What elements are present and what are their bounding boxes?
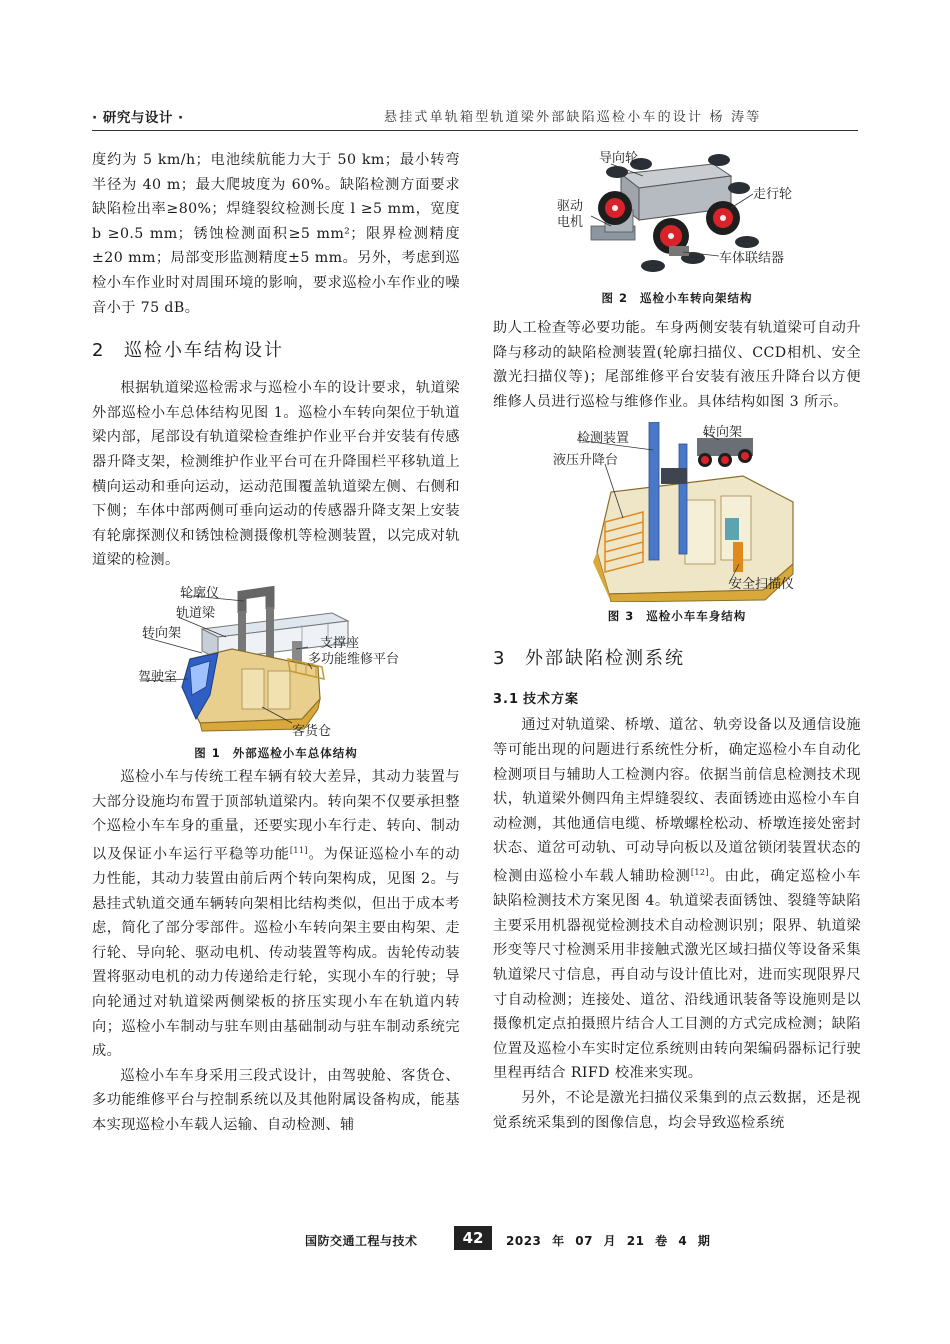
subsection-number: 3.1 <box>493 692 520 708</box>
fig2-label-running-wheel: 走行轮 <box>753 187 793 202</box>
header-rule <box>92 130 858 131</box>
section-label: · 研究与设计 · <box>92 110 184 126</box>
paragraph-text: 巡检小车与传统工程车辆有较大差异，其动力装置与大部分设施均布置于顶部轨道梁内。转向架不仅要承担整个巡检小车车身的重量，还要实现小车行走、转向、制动以及保证小车运行平稳等功能 <box>92 768 460 863</box>
fig2-label-guide-wheel: 导向轮 <box>599 151 639 166</box>
paragraph: 度约为 5 km/h；电池续航能力大于 50 km；最小转弯半径为 40 m；最大爬坡度为 60%。缺陷检测方面要求缺陷检出率≥80%；焊缝裂纹检测长度 l ≥5 mm，宽度 b ≥0.5 mm；锈蚀检测面积≥5 mm²；限界检测精度±20 mm；局部变形监测精度±5 mm。另外，考虑到巡检小车作业时对周围环境的影响，要求巡检小车作业的噪音小于 75 dB。 <box>92 152 460 316</box>
citation: [11] <box>289 845 308 855</box>
fig3-label-safety-scanner: 安全扫描仪 <box>729 577 795 593</box>
caption-number: 图 1 <box>194 745 221 760</box>
paragraph-text: 。由此，确定巡检小车缺陷检测技术方案见图 4。轨道梁表面锈蚀、裂缝等缺陷主要采用机器视觉检测技术自动检测识别；限界、轨道梁形变等尺寸检测采用非接触式激光区域扫描仪等设备采集轨道梁尺寸信息，再自动与设计值比对，进而实现限界尺寸自动检测；连接处、道岔、沿线通讯装备等设施则是以摄像机定点拍摄照片结合人工目测的方式完成检测；缺陷位置及巡检小车实时定位系统则由转向架编码器标记行驶里程再结合 RIFD 校准来实现。 <box>493 868 861 1082</box>
fig3-label-bogie: 转向架 <box>703 425 743 441</box>
page-header <box>92 106 858 128</box>
caption-text: 巡检小车转向架结构 <box>640 291 753 305</box>
car-body-structure-illustration <box>593 422 793 602</box>
fig2-label-coupler: 车体联结器 <box>719 251 785 266</box>
section-title: 巡检小车结构设计 <box>124 340 284 362</box>
figure-2-image <box>493 146 861 290</box>
journal-name: 国防交通工程与技术 <box>305 1234 418 1248</box>
paragraph: 根据轨道梁巡检需求与巡检小车的设计要求，轨道梁外部巡检小车总体结构见图 1。巡检小车转向架位于轨道梁内部，尾部设有轨道梁检查维护作业平台并安装有传感器升降支架，检测维护作业平台可在升降围栏平移轨道上横向运动和垂向运动，运动范围覆盖轨道梁左侧、右侧和下侧；车体中部两侧可垂向运动的传感器升降支架上安装有轮廓探测仪和锈蚀检测摄像机等检测装置，以完成对轨道梁的检测。 <box>92 380 460 569</box>
figure-1-caption <box>92 745 460 761</box>
figure-3 <box>493 422 861 624</box>
fig3-label-detector: 检测装置 <box>577 431 630 447</box>
fig1-label-support: 支撑座 <box>320 635 360 651</box>
section-heading-3 <box>493 644 861 670</box>
page-footer <box>0 1226 950 1254</box>
figure-2-caption <box>493 290 861 306</box>
caption-text: 巡检小车车身结构 <box>646 609 747 624</box>
left-column <box>92 148 460 1138</box>
section-number: 3 <box>493 648 507 670</box>
figure-1 <box>92 583 460 761</box>
page-number: 42 <box>454 1226 492 1250</box>
fig2-label-drive: 驱动 <box>557 199 584 214</box>
fig1-label-bogie: 转向架 <box>142 625 182 641</box>
running-title: 悬挂式单轨箱型轨道梁外部缺陷巡检小车的设计 杨 涛等 <box>384 110 762 125</box>
fig3-label-hydraulic-lift: 液压升降台 <box>553 453 619 469</box>
caption-number: 图 2 <box>601 291 628 305</box>
fig1-label-cargo: 客货仓 <box>292 723 332 739</box>
fig2-label-motor: 电机 <box>557 215 584 230</box>
caption-number: 图 3 <box>607 609 635 624</box>
paragraph: 巡检小车车身采用三段式设计，由驾驶舱、客货仓、多功能维修平台与控制系统以及其他附属设备构成，能基本实现巡检小车载人运输、自动检测、辅 <box>92 1067 460 1133</box>
fig1-label-profiler: 轮廓仪 <box>180 585 220 601</box>
subsection-title: 技术方案 <box>523 692 580 708</box>
figure-2 <box>493 146 861 306</box>
figure-3-caption <box>493 608 861 624</box>
subsection-heading-3-1 <box>493 688 861 707</box>
citation: [12] <box>690 867 709 877</box>
issue-info: 2023 年 07 月 21 卷 4 期 <box>506 1234 711 1248</box>
paragraph-text: 通过对轨道梁、桥墩、道岔、轨旁设备以及通信设施等可能出现的问题进行系统性分析，确定巡检小车自动化检测项目与辅助人工检测内容。依据当前信息检测技术现状，轨道梁外侧四角主焊缝裂纹、表面锈迹由巡检小车自动检测，其他通信电缆、桥墩螺栓松动、桥墩连接处密封状态、道岔可动轨、可动导向板以及道岔锁闭装置状态的检测由巡检小车载人辅助检测 <box>493 717 861 885</box>
section-heading-2 <box>92 336 460 362</box>
fig1-label-platform: 多功能维修平台 <box>308 651 400 667</box>
figure-1-image <box>92 583 460 743</box>
paragraph-text: 。为保证巡检小车的动力性能，其动力装置由前后两个转向架构成，见图 2。与悬挂式轨道交通车辆转向架相比结构类似，但出于成本考虑，简化了部分零部件。巡检小车转向架主要由构架、走行轮、导向轮、驱动电机、传动装置等构成。齿轮传动装置将驱动电机的动力传递给走行轮，实现小车的行驶；导向轮通过对轨道梁两侧梁板的挤压实现小车在轨道内转向；巡检小车制动与驻车则由基础制动与驻车制动系统完成。 <box>92 846 460 1060</box>
right-column <box>493 316 861 1135</box>
paragraph <box>493 713 861 1086</box>
section-number: 2 <box>92 340 106 362</box>
figure-3-image <box>493 422 861 602</box>
fig1-label-cab: 驾驶室 <box>138 669 178 685</box>
paragraph <box>92 765 460 1064</box>
car-body-illustration <box>182 649 324 731</box>
paragraph: 助人工检查等必要功能。车身两侧安装有轨道梁可自动升降与移动的缺陷检测装置(轮廓扫描仪、CCD相机、安全激光扫描仪等)；尾部维修平台安装有液压升降台以方便维修人员进行巡检与维修作业。具体结构如图 3 所示。 <box>493 320 861 410</box>
section-title: 外部缺陷检测系统 <box>525 648 685 670</box>
fig1-label-track-beam: 轨道梁 <box>176 605 216 621</box>
paragraph: 另外，不论是激光扫描仪采集到的点云数据，还是视觉系统采集到的图像信息，均会导致巡检系统 <box>493 1090 861 1131</box>
caption-text: 外部巡检小车总体结构 <box>232 745 358 760</box>
